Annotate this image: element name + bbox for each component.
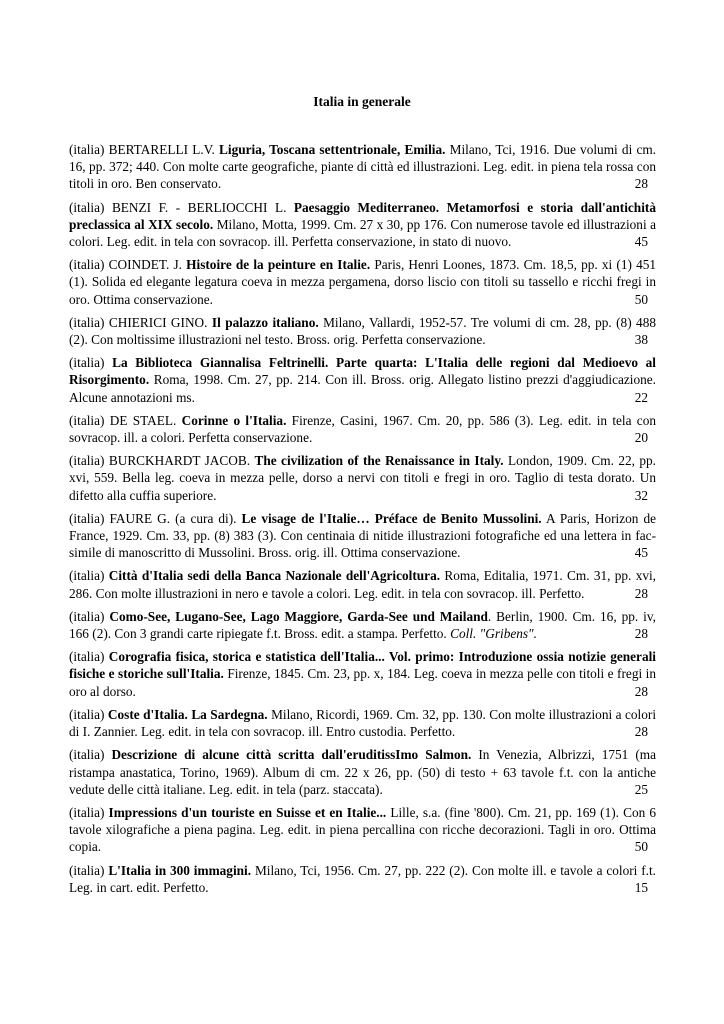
entry-title: Como-See, Lugano-See, Lago Maggiore, Garda-See und Mailand <box>109 608 488 624</box>
entry-description: London, 1909. Cm. 22, pp. xvi, 559. Bella leg. coeva in mezza pelle, dorso a nervi con titoli e fregi in oro. Taglio di testa dorato. Un difetto alla cuffia superiore. <box>69 453 657 503</box>
entry-description: Milano, Tci, 1916. Due volumi di cm. 16, pp. 372; 440. Con molte carte geografiche, piante di città ed illustrazioni. Leg. edit. in piena tela rossa con titoli in oro. Ben conservato. <box>69 142 657 192</box>
entry-description: A Paris, Horizon de France, 1929. Cm. 33, pp. (8) 383 (3). Con centinaia di nitide illustrazioni fotografiche ed una lettera in fac-simile di manoscritto di Mussolini. Bross. orig. ill. Ottima conservazione. <box>69 510 656 561</box>
catalog-entry <box>69 199 656 251</box>
entry-tag: (italia) <box>69 510 105 526</box>
entry-author: DE STAEL. <box>109 412 177 428</box>
catalog-entries <box>69 141 656 902</box>
catalog-entry <box>69 510 656 562</box>
entry-description: Roma, Editalia, 1971. Cm. 31, pp. xvi, 286. Con molte illustrazioni in nero e tavole a colori. Leg. edit. in tela con sovracop. ill. Perfetto. <box>69 568 657 601</box>
entry-tag: (italia) <box>69 706 105 722</box>
entry-price: 28 <box>634 626 648 642</box>
entry-price: 45 <box>634 234 648 250</box>
entry-price: 20 <box>634 430 648 446</box>
entry-description: Roma, 1998. Cm. 27, pp. 214. Con ill. Bross. orig. Allegato listino prezzi d'aggiudicazione. Alcune annotazioni ms. <box>69 372 656 405</box>
catalog-entry <box>69 608 656 642</box>
entry-title: Corografia fisica, storica e statistica dell'Italia... Vol. primo: Introduzione ossia notizie generali fisiche e storiche sull'Italia. <box>69 649 656 682</box>
entry-tag: (italia) <box>69 649 105 665</box>
entry-tag: (italia) <box>69 355 105 371</box>
entry-title: La Biblioteca Giannalisa Feltrinelli. Parte quarta: L'Italia delle regioni dal Medioevo al Risorgimento. <box>69 355 657 388</box>
entry-tag: (italia) <box>69 142 105 157</box>
entry-tag: (italia) <box>69 453 105 469</box>
catalog-entry <box>69 256 656 308</box>
catalog-entry <box>69 862 656 896</box>
entry-tag: (italia) <box>69 568 105 584</box>
entry-price: 32 <box>634 487 648 503</box>
entry-price: 50 <box>634 291 648 307</box>
entry-title: Coste d'Italia. La Sardegna. <box>107 706 268 722</box>
entry-title: The civilization of the Renaissance in Italy. <box>254 453 504 469</box>
entry-title: Liguria, Toscana settentrionale, Emilia. <box>219 142 446 157</box>
entry-description: In Venezia, Albrizzi, 1751 (ma ristampa anastatica, Torino, 1969). Album di cm. 22 x 26, pp. (50) di testo + 63 tavole f.t. con la antiche vedute delle città italiane. Leg. edit. in tela (parz. staccata). <box>69 747 656 797</box>
entry-description: Milano, Ricordi, 1969. Cm. 32, pp. 130. Con molte illustrazioni a colori di I. Zannier. Leg. edit. in tela con sovracop. ill. Entro custodia. Perfetto. <box>69 706 657 740</box>
entry-author: FAURE G. (a cura di). <box>109 510 237 526</box>
entry-price: 28 <box>634 683 648 699</box>
entry-description: Firenze, Casini, 1967. Cm. 20, pp. 586 (3). Leg. edit. in tela con sovracop. ill. a colori. Perfetta conservazione. <box>69 412 656 446</box>
entry-tag: (italia) <box>69 314 105 330</box>
catalog-entry <box>69 452 656 504</box>
entry-title: Corinne o l'Italia. <box>181 412 287 428</box>
entry-tag: (italia) <box>69 862 105 878</box>
entry-author: BERTARELLI L.V. <box>108 142 215 157</box>
entry-author: CHIERICI GINO. <box>108 314 208 330</box>
entry-price: 25 <box>634 781 648 797</box>
entry-tag: (italia) <box>69 804 105 820</box>
catalog-entry <box>69 567 656 601</box>
entry-description: Milano, Vallardi, 1952-57. Tre volumi di cm. 28, pp. (8) 488 (2). Con moltissime illustrazioni nel testo. Bross. orig. Perfetta conservazione. <box>69 314 657 348</box>
entry-price: 28 <box>634 176 648 192</box>
entry-title: L'Italia in 300 immagini. <box>108 862 252 878</box>
catalog-entry <box>69 804 656 856</box>
catalog-entry <box>69 706 656 740</box>
entry-price: 28 <box>634 585 648 601</box>
entry-description: . Berlin, 1900. Cm. 16, pp. iv, 166 (2). Con 3 grandi carte ripiegate f.t. Bross. edit. a stampa. Perfetto. <box>69 608 656 642</box>
entry-title: Le visage de l'Italie… Préface de Benito Mussolini. <box>241 510 542 526</box>
entry-tag: (italia) <box>69 747 105 763</box>
entry-title: Impressions d'un touriste en Suisse et en Italie... <box>108 804 387 820</box>
entry-description: Firenze, 1845. Cm. 23, pp. x, 184. Leg. coeva in mezza pelle con titoli e fregi in oro al dorso. <box>69 666 656 699</box>
catalog-entry <box>69 412 656 446</box>
entry-tag: (italia) <box>69 257 105 273</box>
entry-description: Milano, Tci, 1956. Cm. 27, pp. 222 (2). Con molte ill. e tavole a colori f.t. Leg. in cart. edit. Perfetto. <box>69 862 656 895</box>
entry-title: Città d'Italia sedi della Banca Nazionale dell'Agricoltura. <box>108 568 441 584</box>
entry-price: 50 <box>634 839 648 855</box>
entry-title: Descrizione di alcune città scritta dall'eruditissImo Salmon. <box>111 747 472 763</box>
entry-author: COINDET. J. <box>108 257 182 273</box>
section-heading: Italia in generale <box>313 94 411 109</box>
entry-note: Coll. "Gribens". <box>450 626 537 642</box>
entry-price: 38 <box>634 332 648 348</box>
catalog-entry <box>69 648 656 700</box>
catalog-entry <box>69 746 656 798</box>
entry-author: BURCKHARDT JACOB. <box>108 453 251 469</box>
entry-tag: (italia) <box>69 199 105 215</box>
entry-description: Milano, Motta, 1999. Cm. 27 x 30, pp 176. Con numerose tavole ed illustrazioni a colori. Leg. edit. in tela con sovracop. ill. Perfetta conservazione, in stato di nuovo. <box>69 216 657 250</box>
catalog-entry <box>69 141 656 193</box>
entry-price: 22 <box>634 389 648 405</box>
entry-title: Histoire de la peinture en Italie. <box>186 257 371 273</box>
entry-price: 28 <box>634 724 648 740</box>
entry-price: 15 <box>634 879 648 895</box>
entry-description: Lille, s.a. (fine '800). Cm. 21, pp. 169 (1). Con 6 tavole xilografiche a piena pagina. Leg. edit. in piena percallina con ricche decorazioni. Tagli in oro. Ottima copia. <box>69 804 656 855</box>
entry-tag: (italia) <box>69 412 105 428</box>
entry-title: Paesaggio Mediterraneo. Metamorfosi e storia dall'antichità preclassica al XIX secolo. <box>69 199 656 232</box>
entry-tag: (italia) <box>69 608 105 624</box>
entry-price: 45 <box>634 545 648 561</box>
entry-description: Paris, Henri Loones, 1873. Cm. 18,5, pp. xi (1) 451 (1). Solida ed elegante legatura coeva in mezza pergamena, dorso liscio con titoli su tassello e ricchi fregi in oro. Ottima conservazione. <box>69 257 657 307</box>
entry-author: BENZI F. - BERLIOCCHI L. <box>111 199 287 215</box>
catalog-entry <box>69 354 656 406</box>
entry-title: Il palazzo italiano. <box>211 314 319 330</box>
catalog-entry <box>69 314 656 348</box>
